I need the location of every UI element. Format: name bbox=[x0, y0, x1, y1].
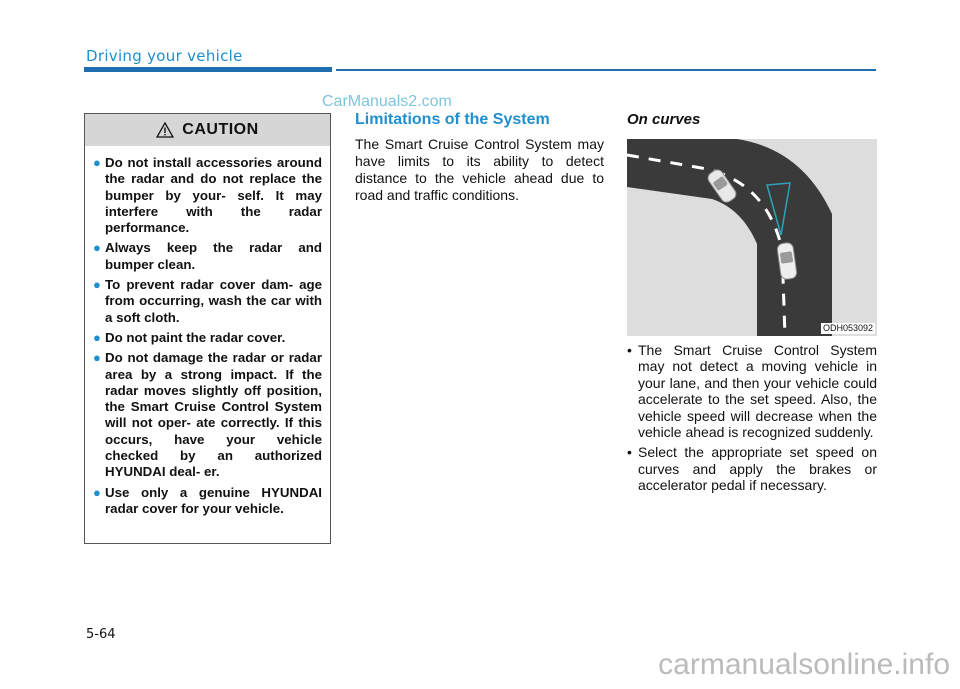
watermark-bottom: carmanualsonline.info bbox=[658, 648, 950, 681]
bullet-dot-icon: ● bbox=[93, 240, 101, 256]
bullet-dot-icon: ● bbox=[93, 155, 101, 170]
bullet-dot-icon: ● bbox=[93, 484, 101, 500]
section-header-title: Driving your vehicle bbox=[86, 47, 243, 65]
curve-illustration bbox=[627, 139, 877, 336]
figure-code: ODH053092 bbox=[822, 323, 873, 333]
curves-list bbox=[627, 342, 877, 498]
header-rule-thin bbox=[336, 69, 876, 71]
curves-title: On curves bbox=[627, 111, 701, 128]
bullet-dot-icon: ● bbox=[93, 329, 101, 345]
caution-item: ● Always keep the radar and bumper clean. bbox=[93, 240, 322, 272]
caution-item: ● Do not damage the radar or radar area by a strong impact. If the radar moves slightly off position, the Smart Cruise Control System will not oper- ate correctly. If this occurs, have your vehicle checked by an authorized HYUNDAI deal- er. bbox=[93, 350, 322, 480]
caution-item: ● Do not install accessories around the radar and do not replace the bumper by your- self. It may interfere with the radar performance. bbox=[93, 155, 322, 236]
caution-item: ● To prevent radar cover dam- age from occurring, wash the car with a soft cloth. bbox=[93, 277, 322, 325]
caution-title: CAUTION bbox=[182, 121, 259, 138]
caution-box bbox=[84, 113, 331, 544]
header-rule-thick bbox=[84, 67, 332, 72]
bullet-dot-icon: ● bbox=[93, 350, 101, 366]
caution-header bbox=[85, 114, 330, 146]
curves-item: • The Smart Cruise Control System may not detect a moving vehicle in your lane, and then your vehicle could accelerate to the set speed. Also, the vehicle speed will decrease when the vehicle ahead is recognized suddenly. bbox=[627, 342, 877, 441]
curved-road-image bbox=[627, 139, 877, 336]
caution-list bbox=[85, 146, 330, 517]
caution-item: ● Do not paint the radar cover. bbox=[93, 329, 286, 345]
bullet-dot-icon: • bbox=[627, 444, 632, 461]
limitations-title: Limitations of the System bbox=[355, 111, 550, 128]
bullet-dot-icon: ● bbox=[93, 277, 101, 293]
curves-item: • Select the appropriate set speed on curves and apply the brakes or accelerator pedal if necessary. bbox=[627, 444, 877, 494]
page-number: 5-64 bbox=[86, 627, 116, 642]
limitations-body: The Smart Cruise Control System may have limits to its ability to detect distance to the vehicle ahead due to road and traffic conditions. bbox=[355, 136, 604, 203]
warning-triangle-icon bbox=[156, 122, 174, 138]
bullet-dot-icon: • bbox=[627, 342, 632, 358]
caution-item: ● Use only a genuine HYUNDAI radar cover for your vehicle. bbox=[93, 484, 322, 516]
watermark-top: CarManuals2.com bbox=[322, 93, 452, 110]
